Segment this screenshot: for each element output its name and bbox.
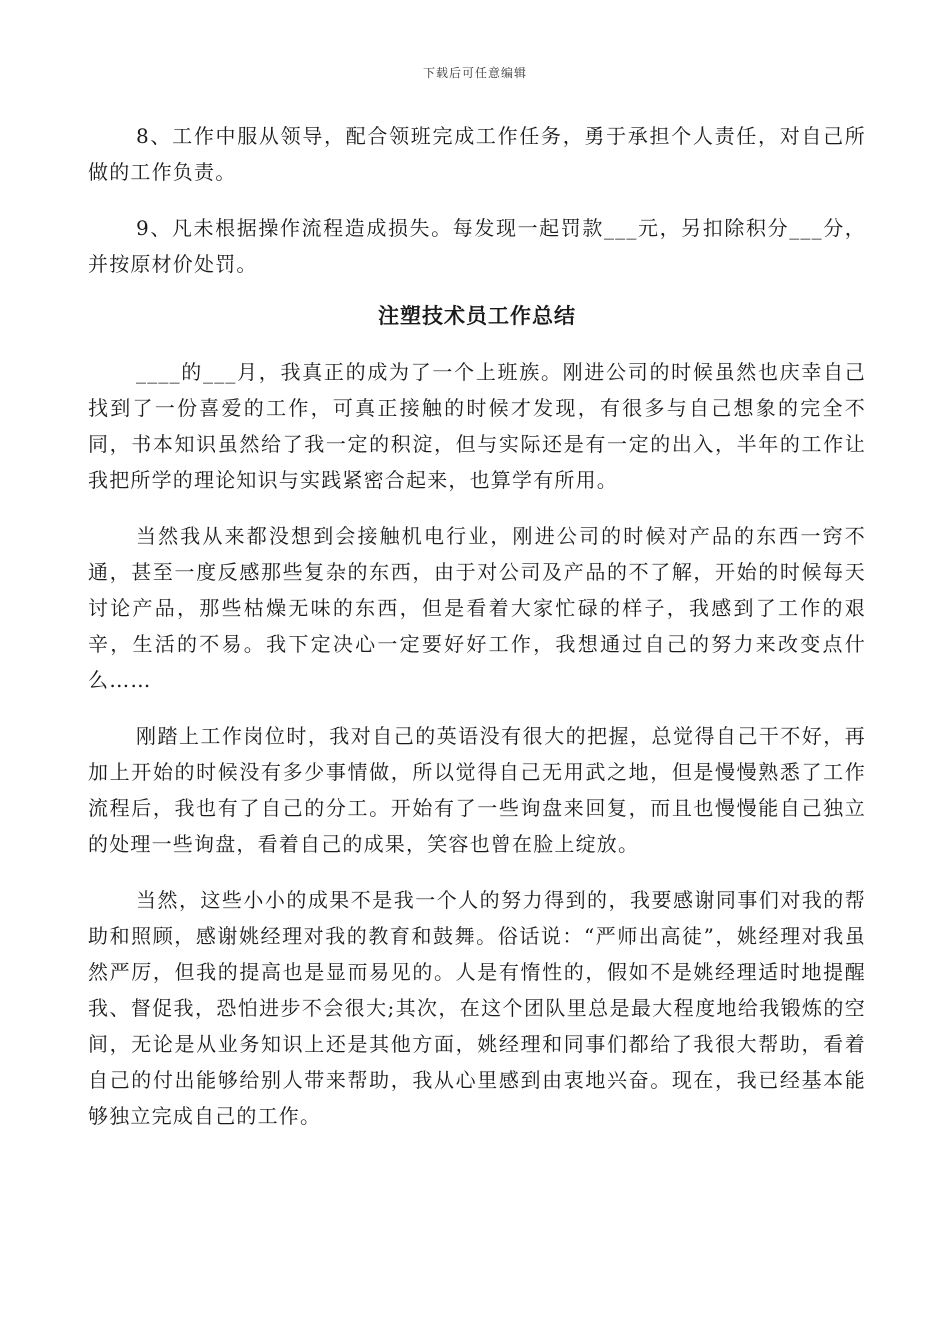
page-header-note: 下载后可任意编辑 bbox=[422, 66, 527, 80]
spacer bbox=[88, 282, 866, 298]
body-paragraph-1: ____的___月，我真正的成为了一个上班族。刚进公司的时候虽然也庆幸自己找到了一份喜爱的工作，可真正接触的时候才发现，有很多与自己想象的完全不同，书本知识虽然给了我一定的积淀，但与实际还是有一定的出入，半年的工作让我把所学的理论知识与实践紧密合起来，也算学有所用。 bbox=[88, 360, 866, 492]
body-paragraph-2: 当然我从来都没想到会接触机电行业，刚进公司的时候对产品的东西一窍不通，甚至一度反感那些复杂的东西，由于对公司及产品的不了解，开始的时候每天讨论产品，那些枯燥无味的东西，但是看着大家忙碌的样子，我感到了工作的艰辛，生活的不易。我下定决心一定要好好工作，我想通过自己的努力来改变点什么…… bbox=[88, 524, 866, 692]
body-paragraph-4: 当然，这些小小的成果不是我一个人的努力得到的，我要感谢同事们对我的帮助和照顾，感谢姚经理对我的教育和鼓舞。俗话说：“严师出高徒”，姚经理对我虽然严厉，但我的提高也是显而易见的。人是有惰性的，假如不是姚经理适时地提醒我、督促我，恐怕进步不会很大;其次，在这个团队里总是最大程度地给我锻炼的空间，无论是从业务知识上还是其他方面，姚经理和同事们都给了我很大帮助，看着自己的付出能够给别人带来帮助，我从心里感到由衷地兴奋。现在，我已经基本能够独立完成自己的工作。 bbox=[88, 888, 866, 1128]
paragraph-item-8: 8、工作中服从领导，配合领班完成工作任务，勇于承担个人责任，对自己所做的工作负责。 bbox=[88, 124, 866, 184]
section-title: 注塑技术员工作总结 bbox=[378, 303, 576, 328]
body-paragraph-3: 刚踏上工作岗位时，我对自己的英语没有很大的把握，总觉得自己干不好，再加上开始的时候没有多少事情做，所以觉得自己无用武之地，但是慢慢熟悉了工作流程后，我也有了自己的分工。开始有了一些询盘来回复，而且也慢慢能自己独立的处理一些询盘，看着自己的成果，笑容也曾在脸上绽放。 bbox=[88, 724, 866, 856]
paragraph-item-9: 9、凡未根据操作流程造成损失。每发现一起罚款___元，另扣除积分___分，并按原材价处罚。 bbox=[88, 216, 866, 276]
document-body bbox=[88, 118, 866, 1134]
